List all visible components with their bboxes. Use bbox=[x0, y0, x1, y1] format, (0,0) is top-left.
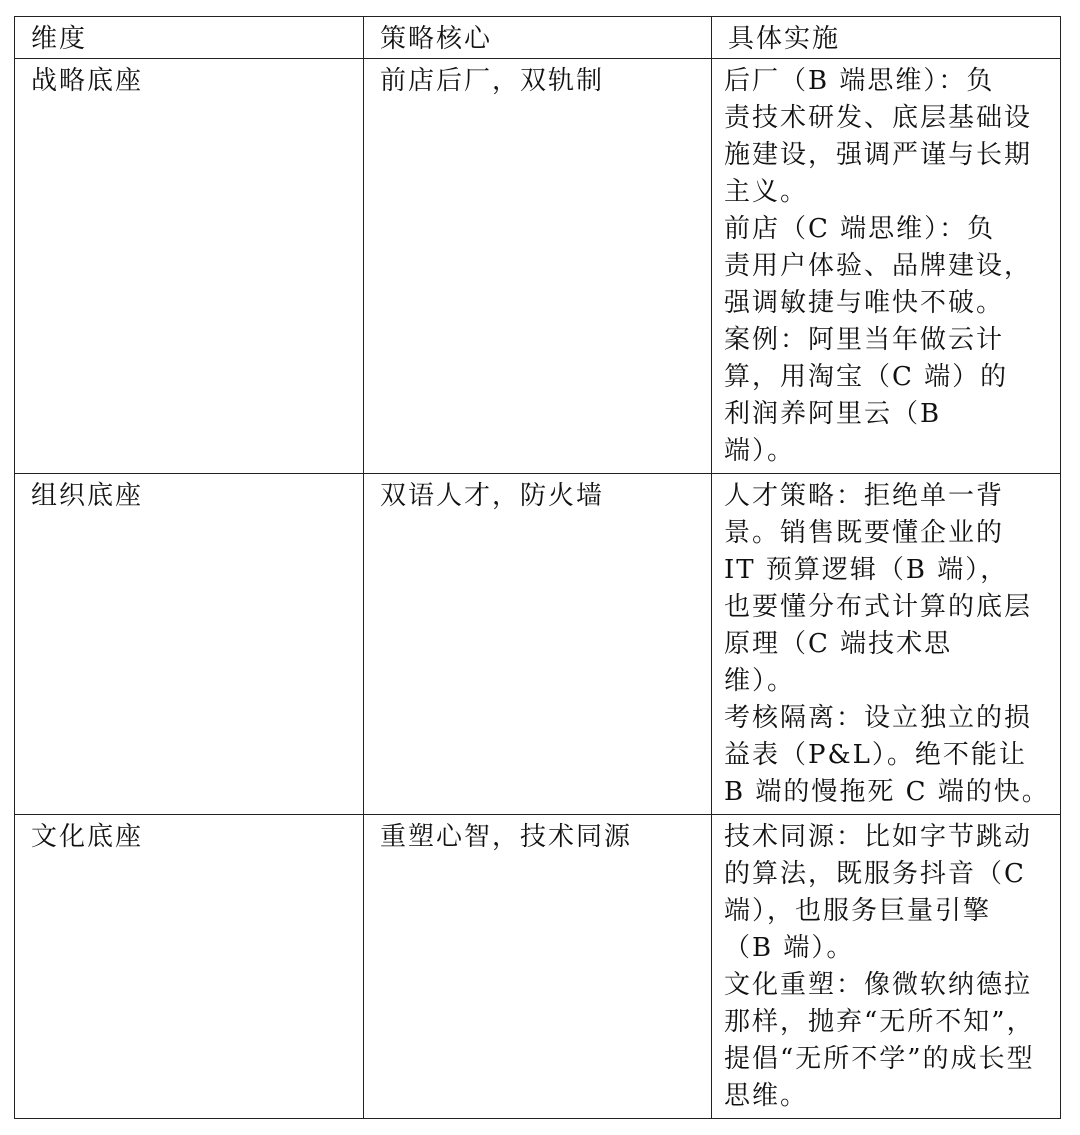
implementation-line: 案例：阿里当年做云计 bbox=[724, 325, 1005, 355]
header-cell-implementation bbox=[712, 17, 1061, 59]
implementation-paragraph bbox=[724, 478, 1056, 700]
implementation-paragraph bbox=[724, 211, 1056, 322]
header-core-label: 策略核心 bbox=[380, 24, 493, 54]
header-implementation-label: 具体实施 bbox=[728, 24, 841, 54]
dimension-text: 战略底座 bbox=[31, 66, 144, 96]
core-cell bbox=[364, 474, 712, 815]
table-row bbox=[15, 815, 1061, 1119]
implementation-line: （B 端）。 bbox=[724, 933, 855, 963]
strategy-table bbox=[14, 16, 1061, 1119]
implementation-line: 景。销售既要懂企业的 bbox=[724, 518, 1005, 548]
implementation-line: 人才策略：拒绝单一背 bbox=[724, 481, 1005, 511]
implementation-line: 考核隔离：设立独立的损 bbox=[724, 703, 1033, 733]
implementation-paragraph bbox=[724, 700, 1056, 811]
table-row bbox=[15, 59, 1061, 474]
implementation-line: 那样，抛弃“无所不知”， bbox=[724, 1007, 1035, 1037]
table-body bbox=[15, 17, 1061, 1119]
implementation-line: 责技术研发、底层基础设 bbox=[724, 103, 1033, 133]
implementation-line: 后厂（B 端思维）：负 bbox=[724, 66, 995, 96]
dimension-text: 文化底座 bbox=[31, 822, 144, 852]
implementation-text bbox=[712, 474, 1060, 814]
core-text: 前店后厂，双轨制 bbox=[380, 66, 605, 96]
implementation-text bbox=[712, 59, 1060, 473]
core-cell bbox=[364, 59, 712, 474]
implementation-line: 也要懂分布式计算的底层 bbox=[724, 592, 1033, 622]
implementation-line: 技术同源：比如字节跳动 bbox=[724, 822, 1033, 852]
header-dimension-label: 维度 bbox=[31, 24, 88, 54]
implementation-line: 施建设，强调严谨与长期 bbox=[724, 140, 1033, 170]
implementation-line: 端）。 bbox=[724, 436, 796, 466]
header-cell-dimension bbox=[15, 17, 364, 59]
implementation-line: 责用户体验、品牌建设， bbox=[724, 251, 1033, 281]
dimension-cell bbox=[15, 474, 364, 815]
implementation-cell bbox=[712, 59, 1061, 474]
implementation-cell bbox=[712, 815, 1061, 1119]
implementation-paragraph bbox=[724, 819, 1056, 967]
implementation-line: 文化重塑：像微软纳德拉 bbox=[724, 970, 1033, 1000]
table-header-row bbox=[15, 17, 1061, 59]
table-row bbox=[15, 474, 1061, 815]
implementation-line: 端），也服务巨量引擎 bbox=[724, 896, 992, 926]
implementation-line: 提倡“无所不学”的成长型 bbox=[724, 1044, 1035, 1074]
implementation-cell bbox=[712, 474, 1061, 815]
implementation-paragraph bbox=[724, 967, 1056, 1115]
header-cell-core bbox=[364, 17, 712, 59]
dimension-cell bbox=[15, 59, 364, 474]
implementation-line: 维）。 bbox=[724, 666, 796, 696]
implementation-text bbox=[712, 815, 1060, 1118]
implementation-line: 前店（C 端思维）：负 bbox=[724, 214, 996, 244]
implementation-line: 益表（P&L）。绝不能让 bbox=[724, 740, 1027, 770]
implementation-line: IT 预算逻辑（B 端）， bbox=[724, 555, 1009, 585]
implementation-paragraph bbox=[724, 322, 1056, 470]
implementation-line: 算，用淘宝（C 端）的 bbox=[724, 362, 1009, 392]
dimension-cell bbox=[15, 815, 364, 1119]
implementation-line: 思维。 bbox=[724, 1081, 809, 1111]
implementation-line: 主义。 bbox=[724, 177, 809, 207]
implementation-paragraph bbox=[724, 63, 1056, 211]
implementation-line: 原理（C 端技术思 bbox=[724, 629, 953, 659]
implementation-line: 的算法，既服务抖音（C bbox=[724, 859, 1026, 889]
implementation-line: B 端的慢拖死 C 端的快。 bbox=[724, 777, 1050, 807]
dimension-text: 组织底座 bbox=[31, 481, 144, 511]
core-text: 重塑心智，技术同源 bbox=[380, 822, 633, 852]
core-cell bbox=[364, 815, 712, 1119]
implementation-line: 利润养阿里云（B bbox=[724, 399, 942, 429]
implementation-line: 强调敏捷与唯快不破。 bbox=[724, 288, 1005, 318]
core-text: 双语人才，防火墙 bbox=[380, 481, 605, 511]
